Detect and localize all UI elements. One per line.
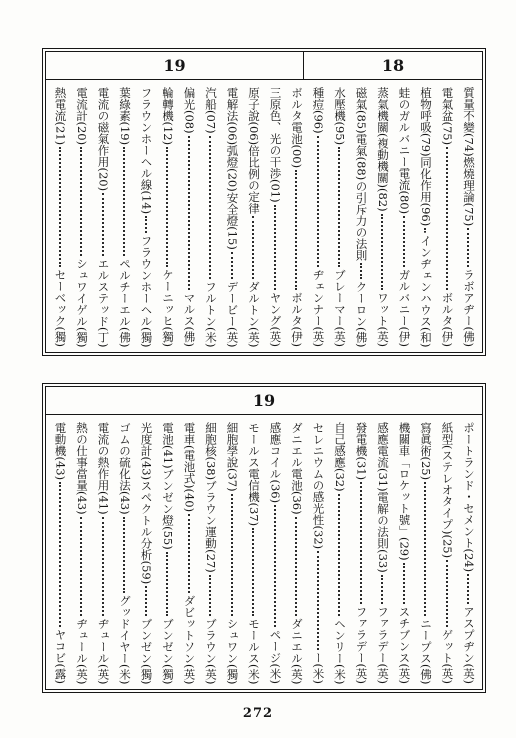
dot-leader — [338, 494, 340, 616]
table-column — [436, 422, 458, 684]
dot-leader — [424, 482, 426, 615]
dot-leader — [467, 574, 469, 604]
table-column — [178, 422, 200, 684]
dot-leader — [59, 147, 61, 267]
dot-leader — [80, 517, 82, 616]
entry-person: ガルバニー(伊) — [397, 269, 412, 347]
entry-person: マルス(佛) — [182, 292, 197, 347]
dot-leader — [188, 514, 190, 592]
entry-person: デービー(英) — [225, 280, 240, 347]
entry-topic: フラウンホーヘル線(14) — [139, 87, 154, 215]
dot-leader — [403, 216, 405, 267]
entry-person: ー(米) — [311, 652, 326, 684]
entry-person: ヂュール(英) — [75, 617, 89, 684]
entry-person: セーベック(獨) — [53, 269, 68, 347]
entry-topic: 電車(電池式)(40) — [182, 422, 197, 513]
century-header-18: 18 — [303, 52, 482, 79]
table-column — [307, 87, 329, 347]
entry-person: ダビットソン(英) — [182, 594, 197, 684]
dot-leader — [403, 563, 405, 604]
entry-topic: 蛙のガルバニー電流(80) — [397, 87, 412, 215]
entry-topic: 發電機(31) — [354, 422, 369, 481]
table-column — [458, 87, 480, 347]
entry-topic: 電解法(06)弧燈(20)安全燈(15) — [225, 87, 240, 250]
entry-topic: モールス電信機(37) — [247, 422, 261, 527]
entry-person: フルトン(米) — [204, 280, 218, 347]
table-column — [243, 422, 265, 684]
dot-leader — [252, 528, 254, 615]
entry-topic: 葉綠素(19) — [118, 87, 132, 146]
entry-person: エルステッド(丁) — [96, 257, 111, 347]
entry-topic: 光度計(43)スペクトル分析(59) — [139, 422, 154, 585]
entry-person: スチブンス(英) — [397, 606, 412, 684]
table-header — [46, 52, 482, 80]
entry-topic: ゴムの硫化法(43) — [118, 422, 132, 515]
entry-person: ラボアヂー(佛) — [462, 269, 476, 347]
dot-leader — [317, 136, 319, 267]
dot-leader — [231, 494, 233, 616]
entry-person: ヂュール(英) — [96, 617, 111, 684]
entry-topic: 熱電流(21) — [53, 87, 68, 146]
entry-topic: 自己感應(32) — [333, 422, 347, 492]
entry-person: ケーニッヒ(獨) — [161, 269, 175, 347]
table-column — [71, 87, 93, 347]
entry-topic: ポートランド・セメント(24) — [462, 422, 476, 573]
entry-topic: セレニウムの感光性(32) — [311, 422, 326, 550]
table-column — [200, 422, 222, 684]
century-header-19: 19 — [252, 391, 276, 410]
table-column — [307, 422, 329, 684]
entry-person: ブラウン(英) — [204, 617, 218, 684]
table-column — [350, 87, 372, 347]
table-header — [46, 387, 482, 415]
dot-leader — [446, 147, 448, 290]
table-column — [178, 87, 200, 347]
entry-topic: 電池(41)ブンゼン燈(55) — [161, 422, 175, 550]
table-column — [329, 422, 351, 684]
entry-person: シュワイゲル(獨) — [75, 257, 89, 347]
entry-topic: 熱の仕事當量(43) — [75, 422, 89, 515]
table-column — [243, 87, 265, 347]
entry-person: ワット(英) — [376, 292, 390, 347]
table-column — [221, 87, 243, 347]
entry-topic: ダニエル電池(36) — [290, 422, 304, 515]
entry-topic: ボルタ電池(00) — [290, 87, 304, 169]
entry-person: ファラデー(英) — [376, 606, 390, 684]
entry-person: ヂェンナー(英) — [311, 269, 326, 347]
table-column — [92, 422, 114, 684]
dot-leader — [123, 517, 125, 593]
entry-topic: 電流の熱作用(41) — [96, 422, 111, 515]
dot-leader — [145, 586, 147, 615]
table-column — [49, 422, 71, 684]
entry-topic: 偏光(08) — [182, 87, 197, 134]
table-column — [71, 422, 93, 684]
table-column — [458, 422, 480, 684]
entry-person: ボルタ(伊) — [290, 292, 304, 347]
table-column — [436, 87, 458, 347]
table-columns — [46, 415, 482, 689]
entry-person: ニープス(佛) — [419, 617, 433, 684]
entry-topic: 植物呼吸(79)同化作用(96) — [419, 87, 433, 227]
dot-leader — [274, 205, 276, 290]
dot-leader — [424, 228, 426, 232]
table-column — [264, 87, 286, 347]
dot-leader — [317, 551, 319, 650]
entry-person: クーロン(佛) — [354, 280, 369, 347]
table-column — [157, 87, 179, 347]
entry-person: ファラデー(英) — [354, 606, 369, 684]
entry-topic: 原子說(06)倍比例の定律 — [247, 87, 261, 215]
entry-topic: 電流計(20) — [75, 87, 89, 146]
century-header-19: 19 — [163, 56, 186, 75]
dot-leader — [252, 216, 254, 278]
dot-leader — [188, 136, 190, 290]
table-column — [393, 87, 415, 347]
table-column — [49, 87, 71, 347]
entry-topic: 電氣盆(75) — [440, 87, 455, 146]
entry-person: ペルチーエル(佛) — [118, 257, 132, 347]
table-column — [157, 422, 179, 684]
entry-topic: 感應電流(31)電解の法則(33) — [376, 422, 390, 573]
entry-person: ダルトン(英) — [247, 280, 261, 347]
table-column — [264, 422, 286, 684]
dot-leader — [381, 214, 383, 290]
entry-topic: 輪轉機(12) — [161, 87, 175, 146]
dot-leader — [231, 252, 233, 279]
entry-person: アスプヂン(英) — [462, 606, 476, 684]
table-column — [135, 422, 157, 684]
entry-person: インヂェンハウス(和) — [419, 234, 433, 347]
table-column — [415, 87, 437, 347]
entry-topic: 質量不變(74)燃燒理論(75) — [462, 87, 476, 227]
dot-leader — [209, 575, 211, 616]
table-column — [221, 422, 243, 684]
table-column — [393, 422, 415, 684]
entry-topic: 電動機(43) — [53, 422, 68, 481]
dot-leader — [80, 147, 82, 255]
dot-leader — [166, 552, 168, 616]
table-column — [92, 87, 114, 347]
entry-person: ヤング(英) — [268, 292, 283, 347]
table-column — [350, 422, 372, 684]
table-column — [329, 87, 351, 347]
entry-person: ゲット(英) — [440, 629, 455, 684]
entry-person: シュワン(獨) — [225, 617, 240, 684]
entry-person: ブレーマー(英) — [333, 269, 347, 347]
entry-person: フラウンホーヘル(獨) — [139, 234, 154, 347]
entry-topic: 種痘(96) — [311, 87, 326, 134]
dot-leader — [123, 147, 125, 255]
entry-person: ヤコビ(露) — [53, 629, 68, 684]
dot-leader — [166, 147, 168, 267]
page-number: 272 — [242, 706, 274, 721]
timeline-table-bottom — [42, 383, 486, 693]
table-column — [200, 87, 222, 347]
table-column — [286, 422, 308, 684]
entry-person: ダニエル(英) — [290, 617, 304, 684]
dot-leader — [338, 147, 340, 267]
entry-topic: 機關車「ロケット號」(29) — [397, 422, 412, 561]
entry-topic: 三原色、光の干渉(01) — [268, 87, 283, 203]
entry-topic: 蒸氣機關(複動機關)(82) — [376, 87, 390, 212]
entry-topic: 磁氣(85)電氣(88)の引斥力の法則 — [354, 87, 369, 261]
entry-person: ブンゼン(獨) — [161, 617, 175, 684]
table-columns — [46, 80, 482, 352]
dot-leader — [381, 575, 383, 604]
entry-topic: 水壓機(95) — [333, 87, 347, 146]
entry-topic: 寫眞術(25) — [419, 422, 433, 481]
table-column — [286, 87, 308, 347]
dot-leader — [360, 263, 362, 279]
entry-person: グッドイヤー(米) — [118, 594, 132, 684]
entry-person: ブンゼン(獨) — [139, 617, 154, 684]
entry-topic: 電流の磁氣作用(20) — [96, 87, 111, 192]
entry-person: ボルタ(伊) — [440, 292, 455, 347]
dot-leader — [102, 517, 104, 616]
dot-leader — [295, 517, 297, 616]
table-column — [135, 87, 157, 347]
entry-topic: 感應コイル(36) — [268, 422, 283, 504]
dot-leader — [102, 193, 104, 255]
entry-topic: 細胞核(38)ブラウン運動(27) — [204, 422, 218, 573]
dot-leader — [59, 482, 61, 627]
dot-leader — [360, 482, 362, 604]
dot-leader — [145, 216, 147, 232]
dot-leader — [446, 560, 448, 627]
entry-person: ページ(米) — [268, 629, 283, 684]
dot-leader — [295, 170, 297, 290]
entry-topic: 細胞學說(37) — [225, 422, 240, 492]
dot-leader — [467, 228, 469, 267]
table-column — [372, 422, 394, 684]
table-column — [372, 87, 394, 347]
table-column — [114, 87, 136, 347]
entry-topic: 汽船(07) — [204, 87, 218, 134]
dot-leader — [274, 505, 276, 627]
entry-topic: 紙型(ステレオタイプ)(25) — [440, 422, 455, 559]
timeline-table-top — [42, 48, 486, 356]
dot-leader — [209, 136, 211, 279]
table-column — [114, 422, 136, 684]
entry-person: モールス(米) — [247, 617, 261, 684]
table-column — [415, 422, 437, 684]
entry-person: ヘンリー(米) — [333, 617, 347, 684]
